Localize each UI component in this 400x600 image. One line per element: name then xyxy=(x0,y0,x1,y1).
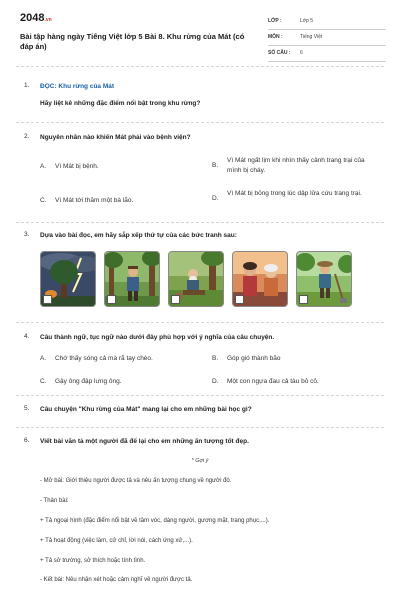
option-a[interactable] xyxy=(40,354,210,366)
question-number: 1. xyxy=(24,82,30,89)
option-b[interactable] xyxy=(212,354,382,366)
meta-row-count xyxy=(268,46,386,62)
option-d[interactable] xyxy=(212,189,382,211)
option-text: Gậy ông đập lưng ông. xyxy=(55,378,122,385)
guide-line: - Thân bài: xyxy=(40,498,69,504)
meta-value: 6 xyxy=(300,50,303,56)
option-b[interactable] xyxy=(212,156,382,178)
meta-value: Lớp 5 xyxy=(300,18,314,24)
question-text: Viết bài văn tả một người đã để lại cho em những ấn tượng tốt đẹp. xyxy=(40,438,249,445)
option-c[interactable] xyxy=(40,196,210,208)
option-text: Vì Mát ngất lịm khi nhìn thấy cảnh trang trại của mình bị cháy. xyxy=(227,157,365,174)
picture-forest-man xyxy=(104,251,160,307)
question-number: 4. xyxy=(24,333,30,340)
order-checkbox[interactable] xyxy=(299,295,308,304)
question-number: 6. xyxy=(24,437,30,444)
guide-line: + Tả hoạt động (việc làm, cử chỉ, lời nói, cách ứng xử,...). xyxy=(40,538,193,544)
option-a[interactable] xyxy=(40,162,210,174)
divider xyxy=(16,222,384,223)
option-text: Vì Mát bị bỏng trong lúc dập lửa cứu trang trại. xyxy=(227,190,362,197)
question-number: 2. xyxy=(24,133,30,140)
option-letter: B. xyxy=(212,355,219,362)
guide-line: + Tả ngoại hình (đặc điểm nổi bật về tầm vóc, dáng người, gương mặt, trang phục,...). xyxy=(40,518,270,524)
hint-label: * Gợi ý xyxy=(191,458,209,464)
order-checkbox[interactable] xyxy=(107,295,116,304)
picture-strip xyxy=(40,251,360,307)
picture-storm xyxy=(40,251,96,307)
meta-key: MÔN : xyxy=(268,34,283,40)
reading-section-title: ĐỌC: Khu rừng của Mát xyxy=(40,83,115,90)
meta-table xyxy=(268,14,386,62)
question-text: Nguyên nhân nào khiến Mát phải vào bệnh viện? xyxy=(40,134,191,141)
option-text: Góp gió thành bão xyxy=(227,355,281,362)
logo-text: 2048 xyxy=(20,12,45,24)
question-text: Câu thành ngữ, tục ngữ nào dưới đây phù hợp với ý nghĩa của câu chuyện. xyxy=(40,334,275,341)
option-letter: C. xyxy=(40,378,47,385)
divider xyxy=(16,66,384,67)
option-letter: A. xyxy=(40,163,47,170)
meta-row-class xyxy=(268,14,386,30)
option-text: Vì Mát bị bệnh. xyxy=(55,163,99,170)
order-checkbox[interactable] xyxy=(171,295,180,304)
option-letter: D. xyxy=(212,378,219,385)
worksheet-header xyxy=(16,12,384,60)
picture-old-man xyxy=(168,251,224,307)
divider xyxy=(16,427,384,428)
logo[interactable] xyxy=(20,12,52,24)
option-text: Chớ thấy sóng cả mà rã tay chèo. xyxy=(55,355,153,362)
divider xyxy=(16,322,384,323)
question-number: 5. xyxy=(24,405,30,412)
option-letter: D. xyxy=(212,195,219,202)
meta-row-subject xyxy=(268,30,386,46)
order-checkbox[interactable] xyxy=(235,295,244,304)
order-checkbox[interactable] xyxy=(43,295,52,304)
guide-line: + Tả sở trường, sở thích hoặc tính tình. xyxy=(40,558,146,564)
question-text: Câu chuyện "Khu rừng của Mát" mang lại cho em những bài học gì? xyxy=(40,406,252,413)
question-number: 3. xyxy=(24,231,30,238)
guide-line: - Kết bài: Nêu nhận xét hoặc cảm nghĩ về người được tả. xyxy=(40,577,193,583)
divider xyxy=(16,122,384,123)
logo-suffix: .vn xyxy=(44,17,52,23)
picture-man-shovel xyxy=(296,251,352,307)
option-text: Vì Mát tới thăm một bà lão. xyxy=(55,197,134,204)
worksheet-title: Bài tập hàng ngày Tiếng Việt lớp 5 Bài 8. Khu rừng của Mát (có đáp án) xyxy=(20,32,245,51)
picture-two-people xyxy=(232,251,288,307)
option-letter: B. xyxy=(212,162,219,169)
option-d[interactable] xyxy=(212,377,382,389)
option-letter: C. xyxy=(40,197,47,204)
option-text: Một con ngựa đau cả tàu bỏ cỏ. xyxy=(227,378,319,385)
option-c[interactable] xyxy=(40,377,210,389)
meta-key: LỚP : xyxy=(268,18,282,24)
question-text: Hãy liệt kê những đặc điểm nổi bật trong khu rừng? xyxy=(40,100,201,107)
question-text: Dựa vào bài đọc, em hãy sắp xếp thứ tự của các bức tranh sau: xyxy=(40,232,237,239)
guide-line: - Mở bài: Giới thiệu người được tả và nêu ấn tượng chung về người đó. xyxy=(40,478,232,484)
divider xyxy=(16,395,384,396)
meta-key: SỐ CÂU : xyxy=(268,50,291,56)
option-letter: A. xyxy=(40,355,47,362)
meta-value: Tiếng Việt xyxy=(300,34,323,40)
